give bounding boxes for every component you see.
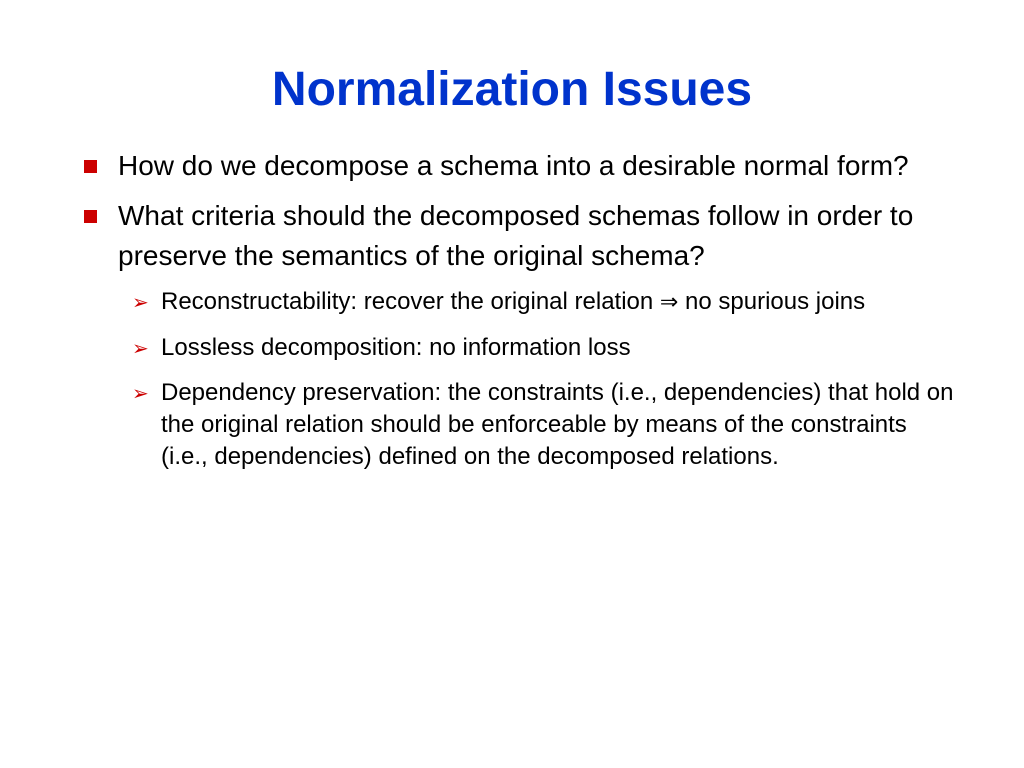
bullet-item [76, 146, 956, 186]
arrowhead-bullet-icon: ➢ [132, 290, 149, 314]
slide-title: Normalization Issues [271, 63, 753, 116]
square-bullet-icon [84, 210, 97, 223]
implies-symbol: ⇒ [659, 290, 679, 315]
sub-bullet-text-end: no spurious joins [678, 288, 866, 315]
sub-bullet-text: Dependency preservation: the constraints (i.e., dependencies) that hold on the original relation should be enforceable by means of the constraints (i.e., dependencies) defined on the decomposed relations. [161, 379, 954, 470]
bullet-text: How do we decompose a schema into a desirable normal form? [118, 150, 909, 181]
sub-bullet-item [118, 377, 956, 473]
bullet-text: What criteria should the decomposed schemas follow in order to preserve the semantics of the original schema? [118, 200, 914, 271]
sub-bullet-text-start: Reconstructability: recover the original relation [161, 288, 660, 315]
sub-bullet-list [118, 286, 956, 473]
sub-bullet-item [118, 286, 956, 319]
bullet-item [76, 196, 956, 276]
arrowhead-bullet-icon: ➢ [132, 336, 149, 360]
arrowhead-bullet-icon: ➢ [132, 381, 149, 405]
slide-body [76, 146, 956, 486]
square-bullet-icon [84, 160, 97, 173]
sub-bullet-text: Lossless decomposition: no information loss [161, 334, 631, 361]
sub-bullet-item [118, 332, 956, 364]
